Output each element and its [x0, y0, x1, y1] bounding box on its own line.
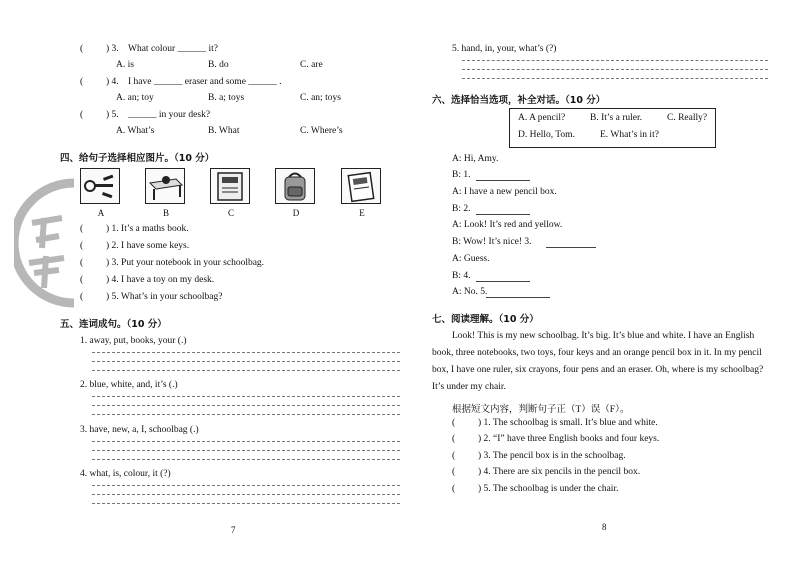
q3-option-a: A. is	[116, 60, 134, 70]
sec4-item-4: ) 4. I have a toy on my desk.	[106, 275, 215, 285]
q4-option-b: B. a; toys	[208, 93, 245, 103]
writing-line	[92, 352, 400, 353]
q4-option-c: C. an; toys	[300, 93, 341, 103]
dialogue-line-2: B: 1.	[452, 170, 471, 180]
writing-line	[92, 396, 400, 397]
writing-line	[92, 503, 400, 504]
passage-line-3: box, I have one ruler, six crayons, four pens and an eraser. Oh, where is my schoolbag?	[432, 365, 764, 375]
q3-num: ) 3.	[106, 44, 119, 54]
picture-d-label: D	[292, 208, 300, 218]
writing-line	[92, 485, 400, 486]
answer-blank-4	[476, 281, 530, 282]
option-a: A. A pencil?	[518, 113, 566, 123]
sec4-item-1: ) 1. It’s a maths book.	[106, 224, 189, 234]
dialogue-line-1: A: Hi, Amy.	[452, 154, 499, 164]
picture-a-label: A	[97, 208, 105, 218]
paren: (	[80, 241, 84, 251]
sec4-item-3: ) 3. Put your notebook in your schoolbag.	[106, 258, 265, 268]
sec5-item-3: 3. have, new, a, I, schoolbag (.)	[80, 425, 199, 435]
writing-line	[92, 361, 400, 362]
picture-a	[80, 168, 120, 204]
sec5-item-4: 4. what, is, colour, it (?)	[80, 469, 171, 479]
picture-e	[341, 168, 381, 204]
writing-line	[92, 370, 400, 371]
page-number-left: 7	[231, 525, 236, 535]
q3-option-c: C. are	[300, 60, 323, 70]
q5-option-c: C. Where’s	[300, 126, 343, 136]
tf-item-3: ) 3. The pencil box is in the schoolbag.	[478, 451, 626, 461]
section-7-title: 七、阅读理解。（10 分）	[432, 314, 539, 325]
dialogue-line-8: B: 4.	[452, 271, 471, 281]
paren: (	[452, 467, 456, 477]
writing-line	[92, 414, 400, 415]
tf-item-5: ) 5. The schoolbag is under the chair.	[478, 484, 619, 494]
writing-line	[462, 69, 768, 70]
option-e: E. What’s in it?	[600, 130, 659, 140]
paren: (	[80, 258, 84, 268]
q5-option-b: B. What	[208, 126, 240, 136]
paren: (	[80, 292, 84, 302]
option-b: B. It’s a ruler.	[590, 113, 642, 123]
q3-option-b: B. do	[208, 60, 229, 70]
option-d: D. Hello, Tom.	[518, 130, 575, 140]
writing-line	[92, 441, 400, 442]
writing-line	[92, 494, 400, 495]
schoolbag-icon	[276, 169, 314, 203]
writing-line	[92, 450, 400, 451]
sec5-item-5: 5. hand, in, your, what’s (?)	[452, 44, 557, 54]
tf-item-4: ) 4. There are six pencils in the pencil box.	[478, 467, 641, 477]
option-c: C. Really?	[667, 113, 708, 123]
writing-line	[462, 60, 768, 61]
sec5-item-1: 1. away, put, books, your (.)	[80, 336, 187, 346]
q5-num: ) 5.	[106, 110, 119, 120]
q4-text: I have ______ eraser and some ______ .	[128, 77, 282, 87]
q4-num: ) 4.	[106, 77, 119, 87]
picture-c-label: C	[227, 208, 234, 218]
paren: (	[452, 434, 456, 444]
writing-line	[92, 459, 400, 460]
paren: (	[80, 44, 84, 54]
answer-blank-2	[476, 214, 530, 215]
paren: (	[80, 275, 84, 285]
dialogue-line-6: B: Wow! It’s nice! 3.	[452, 237, 532, 247]
dialogue-line-3: A: I have a new pencil box.	[452, 187, 557, 197]
passage-line-2: book, three notebooks, two toys, four keys and an orange pencil box in it. In my pencil	[432, 348, 762, 358]
paren: (	[80, 224, 84, 234]
sec4-item-5: ) 5. What’s in your schoolbag?	[106, 292, 223, 302]
notebook-icon	[342, 169, 380, 203]
picture-d	[275, 168, 315, 204]
tf-item-2: ) 2. “I” have three English books and four keys.	[478, 434, 660, 444]
paren: (	[452, 484, 456, 494]
paren: (	[452, 418, 456, 428]
picture-b	[145, 168, 185, 204]
paren: (	[80, 110, 84, 120]
picture-c	[210, 168, 250, 204]
q4-option-a: A. an; toy	[116, 93, 154, 103]
writing-line	[92, 405, 400, 406]
sec4-item-2: ) 2. I have some keys.	[106, 241, 190, 251]
sec5-item-2: 2. blue, white, and, it’s (.)	[80, 380, 178, 390]
q5-text: ______ in your desk?	[128, 110, 211, 120]
q5-option-a: A. What’s	[116, 126, 155, 136]
passage-line-1: Look! This is my new schoolbag. It’s big. It’s blue and white. I have an English	[452, 331, 755, 341]
picture-b-label: B	[162, 208, 169, 218]
book-icon	[211, 169, 249, 203]
desk-icon	[146, 169, 184, 203]
dialogue-line-7: A: Guess.	[452, 254, 490, 264]
keys-icon	[81, 169, 119, 203]
section-4-title: 四、给句子选择相应图片。（10 分）	[60, 153, 215, 164]
dialogue-line-5: A: Look! It’s red and yellow.	[452, 220, 563, 230]
section-6-title: 六、选择恰当选项，补全对话。（10 分）	[432, 95, 606, 106]
dialogue-line-4: B: 2.	[452, 204, 471, 214]
section-5-title: 五、连词成句。（10 分）	[60, 319, 167, 330]
paren: (	[80, 77, 84, 87]
dialogue-line-9: A: No. 5.	[452, 287, 488, 297]
answer-blank-5	[486, 297, 550, 298]
q3-text: What colour ______ it?	[128, 44, 218, 54]
passage-line-4: It’s under my chair.	[432, 382, 506, 392]
paren: (	[452, 451, 456, 461]
page-number-right: 8	[602, 522, 607, 532]
picture-e-label: E	[359, 208, 365, 218]
tf-item-1: ) 1. The schoolbag is small. It’s blue and white.	[478, 418, 658, 428]
answer-blank-1	[476, 180, 530, 181]
answer-blank-3	[546, 247, 596, 248]
writing-line	[462, 78, 768, 79]
tf-instruction: 根据短文内容，判断句子正（T）误（F）。	[452, 405, 630, 415]
